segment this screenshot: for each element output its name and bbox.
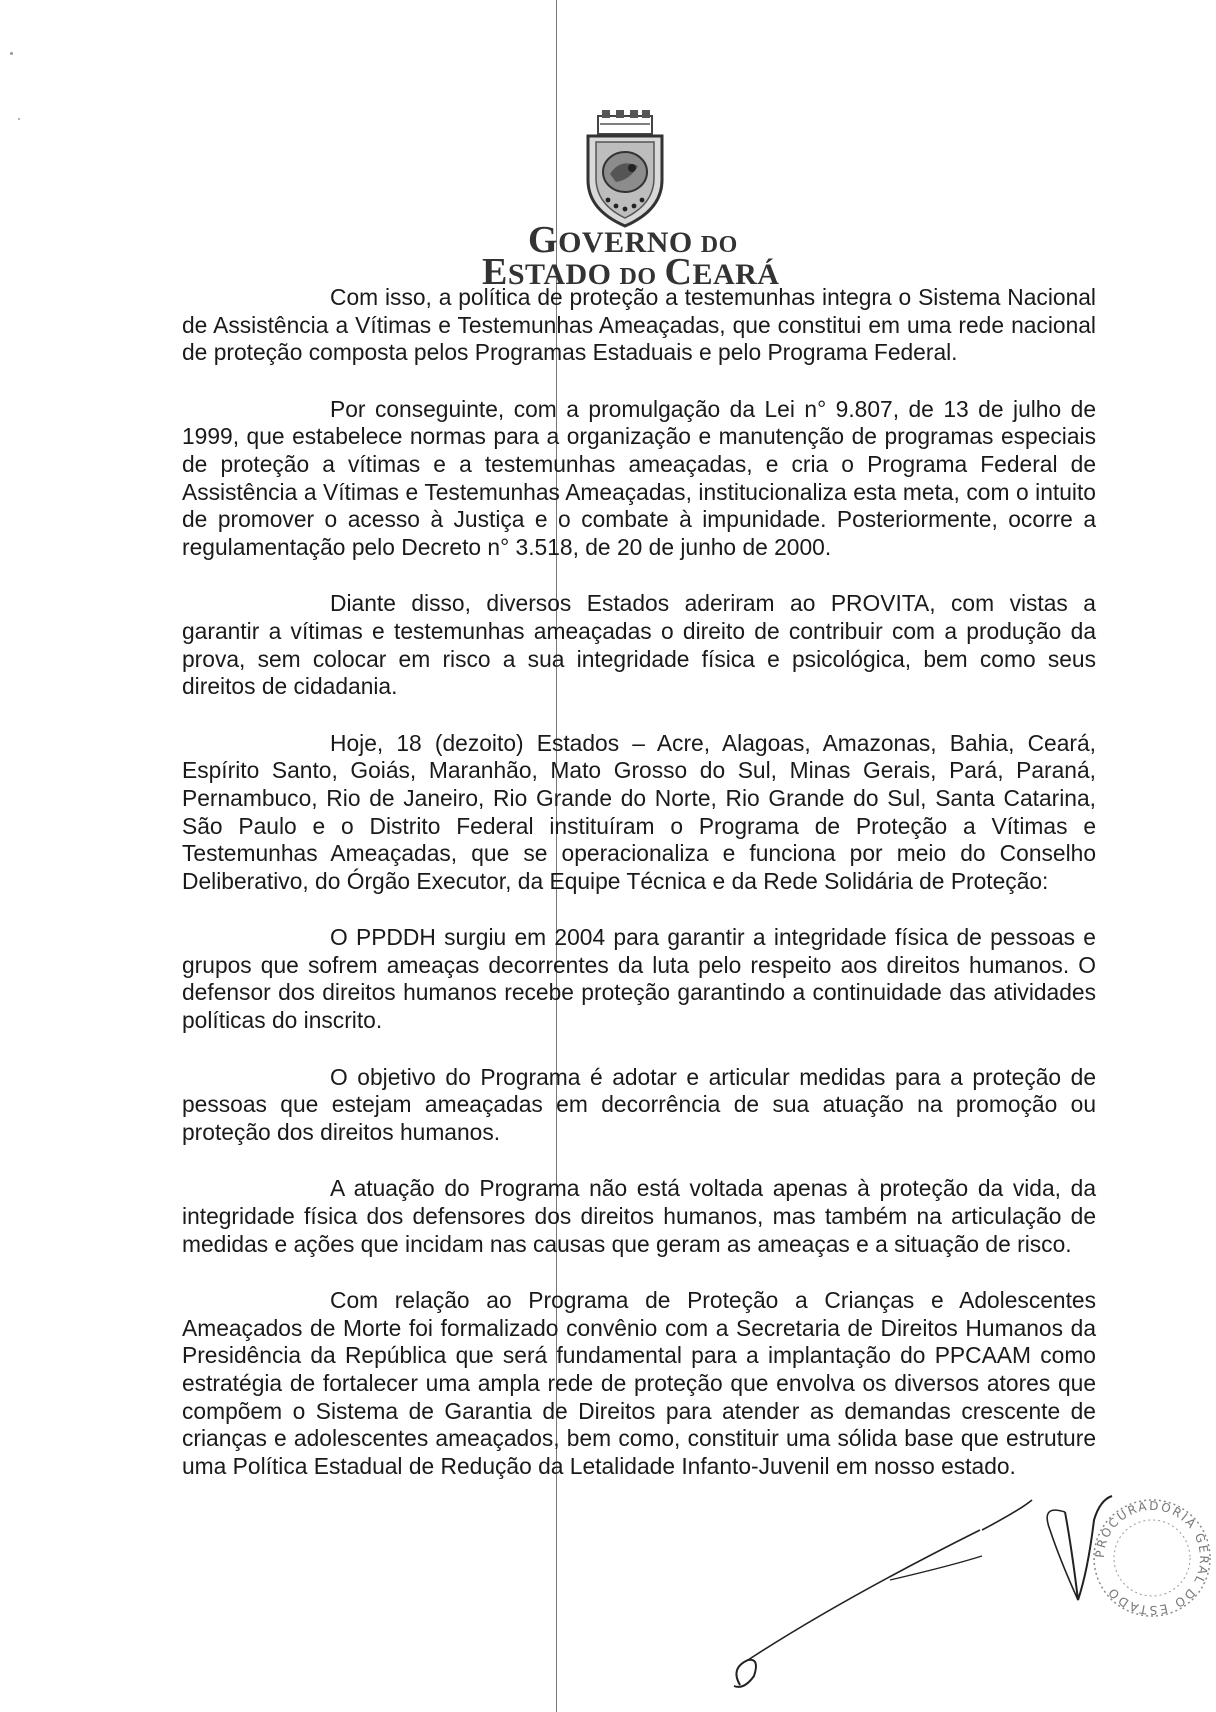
paragraph: Hoje, 18 (dezoito) Estados – Acre, Alagoas, Amazonas, Bahia, Ceará, Espírito Santo, Goiás, Maranhão, Mato Grosso do Sul, Minas Gerais, Pará, Paraná, Pernambuco, Rio de Janeiro, Rio Grande do Norte, Rio Grande do Sul, Santa Catarina, São Paulo e o Distrito Federal instituíram o Programa de Proteção a Vítimas e Testemunhas Ameaçadas, que se operacionaliza e funciona por meio do Conselho Deliberativo, do Órgão Executor, da Equipe Técnica e da Rede Solidária de Proteção: — [182, 729, 1096, 894]
letterhead-word: DO — [700, 232, 738, 258]
handwritten-signature-icon — [720, 1490, 1120, 1700]
letterhead-initial: E — [482, 251, 508, 293]
letterhead-initial: C — [664, 251, 693, 293]
paragraph: A atuação do Programa não está voltada apenas à proteção da vida, da integridade física dos defensores dos direitos humanos, mas também na articulação de medidas e ações que incidam nas causas que geram as ameaças e a situação de risco. — [182, 1175, 1096, 1257]
svg-text:PROCURADORIA GERAL DO ESTADO — [1093, 1499, 1211, 1617]
letterhead-word: STADO — [507, 258, 612, 291]
letterhead-word: OVERNO — [558, 226, 693, 259]
paragraph: O PPDDH surgiu em 2004 para garantir a integridade física de pessoas e grupos que sofrem ameaças decorrentes da luta pelo respeito aos direitos humanos. O defensor dos direitos humanos recebe proteção garantindo a continuidade das atividades políticas do inscrito. — [182, 924, 1096, 1034]
letterhead-word: EARÁ — [692, 258, 780, 291]
letterhead-word: DO — [619, 264, 657, 290]
letterhead — [480, 100, 820, 293]
scan-speck — [10, 52, 13, 55]
letterhead-initial: G — [528, 219, 559, 261]
ceara-coat-of-arms-icon — [580, 110, 670, 228]
paragraph: Com relação ao Programa de Proteção a Crianças e Adolescentes Ameaçados de Morte foi formalizado convênio com a Secretaria de Direitos Humanos da Presidência da República que será fundamental para a implantação do PPCAAM como estratégia de fortalecer uma ampla rede de proteção que envolva os diversos atores que compõem o Sistema de Garantia de Direitos para atender as demandas crescente de crianças e adolescentes ameaçados, bem como, constituir uma sólida base que estruture uma Política Estadual de Redução da Letalidade Infanto-Juvenil em nosso estado. — [182, 1287, 1096, 1479]
paragraph: Com isso, a política de proteção a testemunhas integra o Sistema Nacional de Assistência a Vítimas e Testemunhas Ameaçadas, que constitui em uma rede nacional de proteção composta pelos Programas Estaduais e pelo Programa Federal. — [182, 284, 1096, 366]
document-body — [182, 284, 1096, 1509]
paragraph: O objetivo do Programa é adotar e articular medidas para a proteção de pessoas que estejam ameaçadas em decorrência de sua atuação na promoção ou proteção dos direitos humanos. — [182, 1063, 1096, 1145]
paragraph: Diante disso, diversos Estados aderiram ao PROVITA, com vistas a garantir a vítimas e testemunhas ameaçadas o direito de contribuir com a produção da prova, sem colocar em risco a sua integridade física e psicológica, bem como seus direitos de cidadania. — [182, 590, 1096, 700]
scan-speck — [18, 118, 20, 120]
stamp-text: PROCURADORIA GERAL DO ESTADO — [1092, 1498, 1212, 1618]
paragraph: Por conseguinte, com a promulgação da Lei n° 9.807, de 13 de julho de 1999, que estabelece normas para a organização e manutenção de programas especiais de proteção a vítimas e a testemunhas ameaçadas, e cria o Programa Federal de Assistência a Vítimas e Testemunhas Ameaçadas, institucionaliza esta meta, com o intuito de promover o acesso à Justiça e o combate à impunidade. Posteriormente, ocorre a regulamentação pelo Decreto n° 3.518, de 20 de junho de 2000. — [182, 395, 1096, 560]
circular-stamp-icon — [1088, 1494, 1216, 1620]
